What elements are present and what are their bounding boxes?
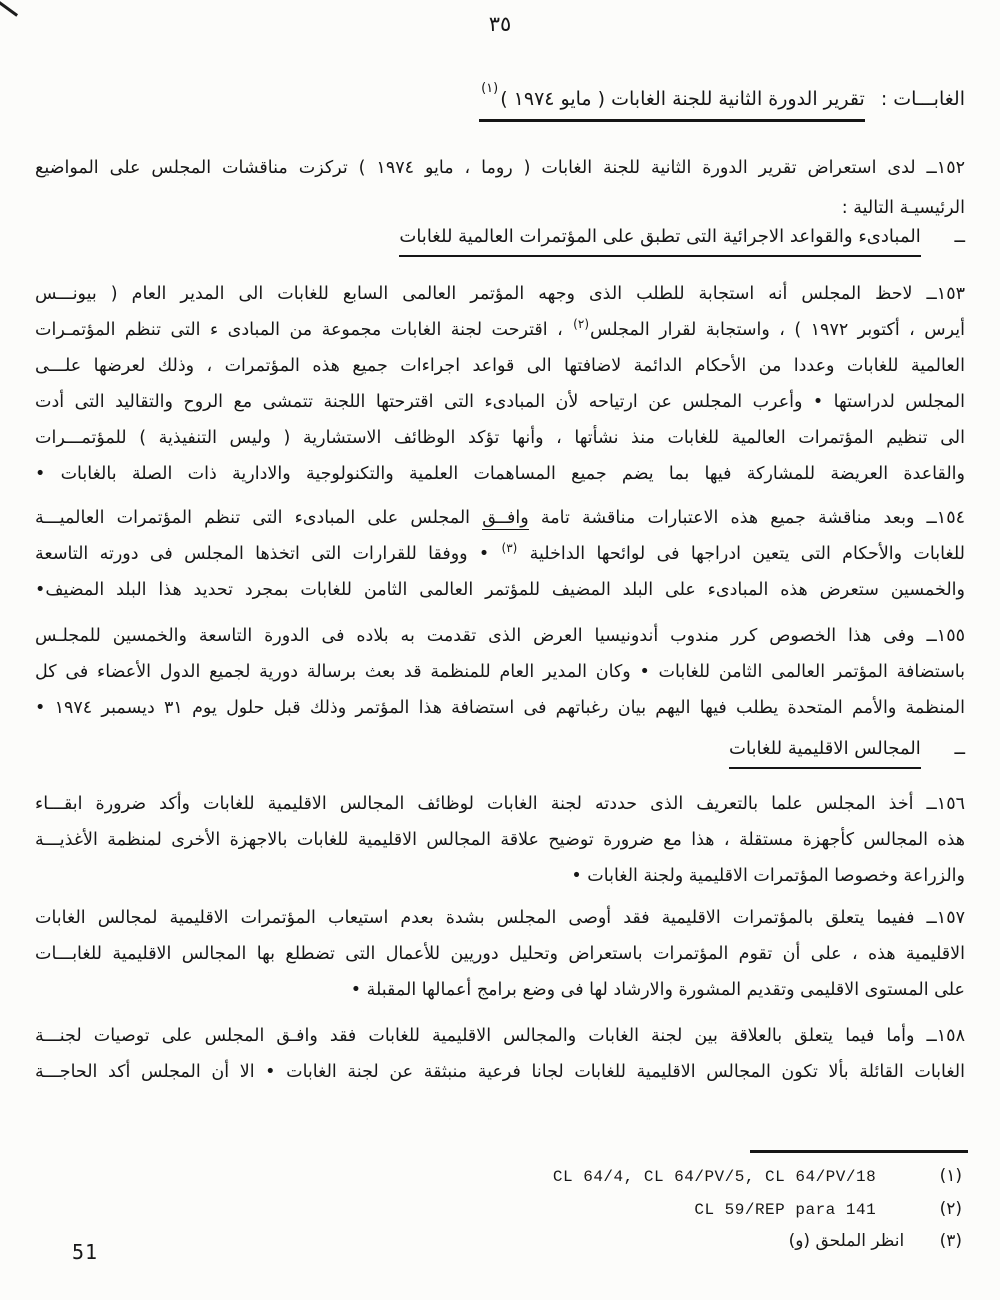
- paragraph-154-line-3: والخمسين ستعرض هذه المبادىء على البلد المضيف للمؤتمر العالمى الثامن للغابات بمجرد تحديد هذا البلد المضيف•: [35, 580, 965, 600]
- paragraph-153-line-4: المجلس لدراستها • وأعرب المجلس عن ارتياحه لأن المبادىء التى اقترحتها اللجنة تتمشى مع الروح والتقاليد التى أدت: [35, 392, 965, 412]
- paragraph-152-line-1: ١٥٢ــ لدى استعراض تقرير الدورة الثانية للجنة الغابات ( روما ، مايو ١٩٧٤ ) تركزت مناقشات المجلس على المواضيع: [35, 158, 965, 178]
- section-heading-principles: [35, 226, 965, 257]
- bottom-page-number: 51: [72, 1240, 99, 1264]
- heading-dash: ــ: [954, 738, 965, 759]
- line-text: المجلس على المبادىء التى تنظم المؤتمرات العالميـــة: [35, 508, 483, 528]
- paragraph-153-line-1: ١٥٣ــ لاحظ المجلس أنه استجابة للطلب الذى وجهه المؤتمر العالمى السابع للغابات الى المدير العام ( بيونـــس: [35, 284, 965, 304]
- footnote-ref-3: (٣): [501, 541, 518, 555]
- word-agreed: وافـق: [276, 1026, 318, 1046]
- paragraph-153-line-6: والقاعدة العريضة للمشاركة فيها بما يضم جميع المساهمات العلمية والتكنولوجية والادارية ذات الصلة بالغابات •: [35, 464, 965, 484]
- paragraph-152: [35, 148, 965, 228]
- line-text: للغابات والأحكام التى يتعين ادراجها فى لوائحها الداخلية: [518, 544, 965, 564]
- title-underlined-text: [479, 81, 865, 122]
- paragraph-156: [35, 786, 965, 894]
- paragraph-153-line-5: الى تنظيم المؤتمرات العالمية للغابات منذ نشأتها ، وأنها تؤكد الوظائف الاستشارية ( وليس التنفيذية ) للمؤتمـــرات: [35, 428, 965, 448]
- line-text: المجلس على توصيات لجنـــة: [35, 1026, 277, 1046]
- footnote-3: [789, 1228, 962, 1254]
- paragraph-156-line-2: هذه المجالس كأجهزة مستقلة ، هذا مع ضرورة توضيح علاقة المجالس الاقليمية للغابات بالاجهزة الأخرى لمنظمة الأغذيـــة: [35, 830, 965, 850]
- paragraph-157: [35, 900, 965, 1008]
- paragraph-153-line-2: [35, 312, 965, 348]
- footnote-ref-1: (١): [481, 81, 499, 96]
- section-heading-regional-councils: [35, 738, 965, 769]
- line-text: ١٥٨ــ وأما فيما يتعلق بالعلاقة بين لجنة الغابات والمجالس الاقليمية للغابات فقد: [317, 1026, 965, 1046]
- footnote-3-text: انظر الملحق (و): [788, 1231, 905, 1251]
- line-text: أيرس ، أكتوبر ١٩٧٢ ) ، واستجابة لقرار المجلس: [590, 320, 965, 340]
- underlined-word-agreed: وافــق: [482, 508, 529, 528]
- footnote-1: [553, 1163, 962, 1190]
- paragraph-155-line-3: المنظمة والأمم المتحدة يطلب فيها اليهم بيان رغباتهم فى استضافة هذا المؤتمر وذلك قبل حلول يوم ٣١ ديسمبر ١٩٧٤ •: [35, 698, 965, 718]
- paragraph-152-line-2: الرئيسيـة التالية :: [841, 198, 965, 218]
- footnote-1-text: CL 64/4, CL 64/PV/5, CL 64/PV/18: [552, 1168, 877, 1186]
- paragraph-157-line-1: ١٥٧ــ ففيما يتعلق بالمؤتمرات الاقليمية فقد أوصى المجلس بشدة بعدم استيعاب المؤتمرات الاقليمية لمجالس الغابات: [35, 908, 965, 928]
- heading-principles-text: المبادىء والقواعد الاجرائية التى تطبق على المؤتمرات العالمية للغابات: [399, 226, 920, 257]
- heading-dash: ــ: [954, 226, 965, 247]
- title-subject: الغابـــات :: [880, 88, 965, 110]
- paragraph-158: [35, 1018, 965, 1090]
- document-title: [35, 81, 965, 110]
- paragraph-154: [35, 500, 965, 608]
- title-rest: تقرير الدورة الثانية للجنة الغابات ( مايو ١٩٧٤ ): [500, 88, 865, 110]
- paragraph-157-line-3: على المستوى الاقليمى وتقديم المشورة والارشاد لها فى وضع برامج أعمالها المقبلة •: [350, 980, 965, 1000]
- paragraph-156-line-1: ١٥٦ــ أخذ المجلس علما بالتعريف الذى حددته لجنة الغابات لوظائف المجالس الاقليمية للغابات وأكد ضرورة ابقـــاء: [35, 794, 965, 814]
- paragraph-157-line-2: الاقليمية هذه ، على أن تقوم المؤتمرات باستعراض وتحليل دوريين للأعمال التى تضطلع بها المجالس الاقليمية للغابـــات: [35, 944, 965, 964]
- footnote-3-marker: (٣): [939, 1231, 962, 1251]
- heading-regional-councils-text: المجالس الاقليمية للغابات: [729, 738, 921, 769]
- line-text: ، اقترحت لجنة الغابات مجموعة من المبادى ء التى تنظم المؤتمـرات: [35, 320, 573, 340]
- paragraph-155-line-2: باستضافة المؤتمر العالمى الثامن للغابات • وكان المدير العام للمنظمة قد بعث برسالة دورية لجميع الدول الأعضاء فى كل: [35, 662, 965, 682]
- paragraph-158-line-1: [35, 1018, 965, 1054]
- paragraph-153-line-3: العالمية للغابات وعددا من الأحكام الدائمة لاضافتها الى قواعد اجراءات جميع هذه المؤتمرات ، وذلك لعرضها علـــى: [35, 356, 965, 376]
- line-text: • ووفقا للقرارات التى اتخذها المجلس فى دورته التاسعة: [35, 544, 501, 564]
- footnote-ref-2: (٢): [573, 317, 589, 331]
- paragraph-154-line-2: [35, 536, 965, 572]
- top-page-number: ٣٥: [488, 12, 512, 36]
- footnote-divider: [750, 1150, 968, 1153]
- footnote-2-marker: (٢): [939, 1199, 962, 1219]
- paragraph-158-line-2: الغابات القائلة بألا تكون المجالس الاقليمية للغابات لجانا فرعية منبثقة عن لجنة الغابات • الا أن المجلس أكد الحاجـــة: [35, 1062, 965, 1082]
- footnote-2: [694, 1196, 962, 1223]
- paragraph-155-line-1: ١٥٥ــ وفى هذا الخصوص كرر مندوب أندونيسيا العرض الذى تقدمت به بلاده فى الدورة التاسعة والخمسين للمجلـس: [35, 626, 965, 646]
- paragraph-155: [35, 618, 965, 726]
- footnote-2-text: CL 59/REP para 141: [694, 1201, 877, 1219]
- line-text: ١٥٤ــ وبعد مناقشة جميع هذه الاعتبارات مناقشة تامة: [528, 508, 965, 528]
- footnote-1-marker: (١): [939, 1166, 962, 1186]
- paragraph-156-line-3: والزراعة وخصوصا المؤتمرات الاقليمية ولجنة الغابات •: [571, 866, 965, 886]
- paragraph-153: [35, 276, 965, 492]
